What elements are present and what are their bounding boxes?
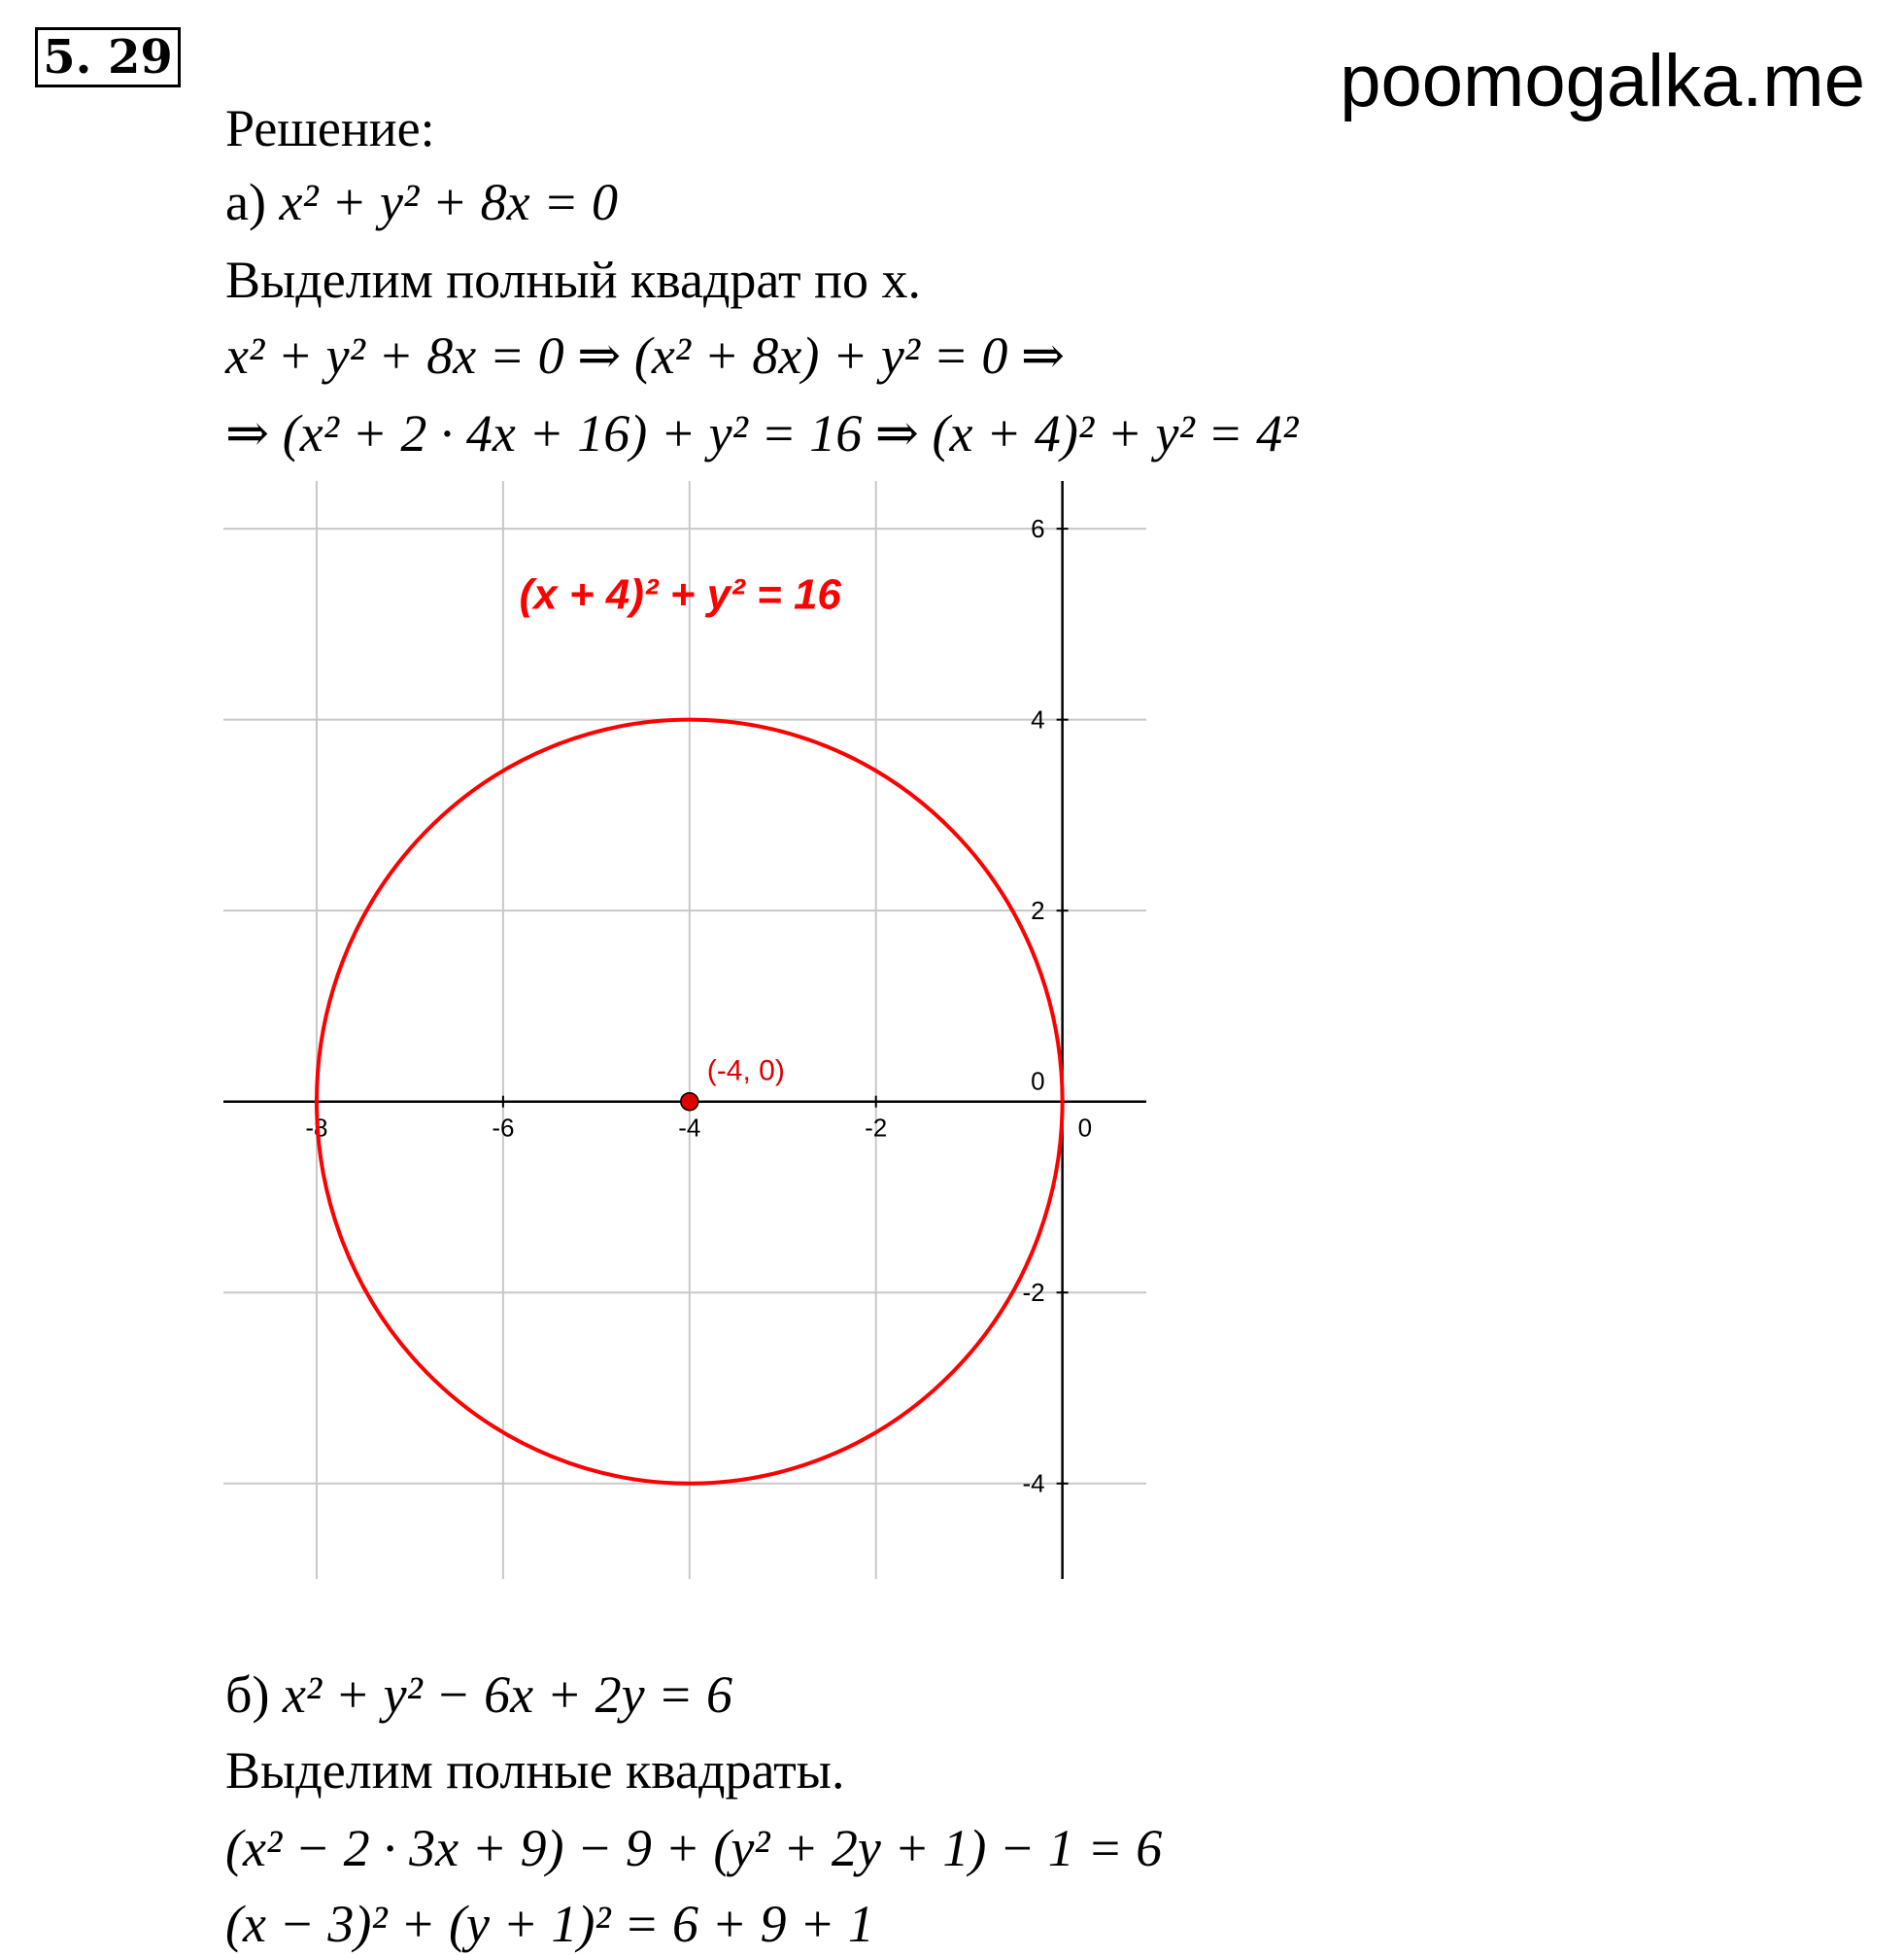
solution-heading: Решение: [225,99,435,157]
y-tick-label: 0 [1031,1066,1045,1096]
part-a-label: а) [225,173,266,231]
part-b-hint: Выделим полные квадраты. [225,1741,845,1800]
part-b-line [225,1663,732,1726]
y-tick-label: -4 [1022,1468,1045,1498]
y-tick-label: 2 [1031,896,1045,926]
y-tick-label: 6 [1031,514,1045,544]
site-watermark: poomogalka.me [1340,40,1865,122]
x-tick-label: -6 [492,1113,515,1143]
grid [223,481,1146,1579]
problem-number: 5. 29 [35,27,181,87]
circle-equation-label: (x + 4)² + y² = 16 [519,570,841,619]
part-a-line [225,171,618,233]
origin-label: 0 [1077,1113,1093,1143]
x-tick-label: -8 [305,1113,328,1143]
center-point-label: (-4, 0) [706,1054,785,1087]
part-b-step2: (x − 3)² + (y + 1)² = 6 + 9 + 1 [225,1895,874,1953]
x-tick-label: -4 [678,1113,701,1143]
part-b-step1: (x² − 2 · 3x + 9) − 9 + (y² + 2y + 1) − 1 = 6 [225,1819,1163,1877]
center-point [681,1093,698,1111]
axes [223,481,1146,1579]
part-a-hint: Выделим полный квадрат по x. [225,251,922,309]
part-a-equation: x² + y² + 8x = 0 [279,173,619,231]
x-tick-label: -2 [865,1113,888,1143]
y-tick-label: 4 [1031,704,1045,735]
y-tick-label: -2 [1022,1278,1045,1308]
part-b-label: б) [225,1665,270,1724]
circle-graph [223,481,1146,1579]
part-b-equation: x² + y² − 6x + 2y = 6 [282,1665,732,1724]
part-a-step2: ⇒ (x² + 2 · 4x + 16) + y² = 16 ⇒ (x + 4)² + y² = 4² [225,404,1299,463]
part-a-step1: x² + y² + 8x = 0 ⇒ (x² + 8x) + y² = 0 ⇒ [225,326,1066,385]
